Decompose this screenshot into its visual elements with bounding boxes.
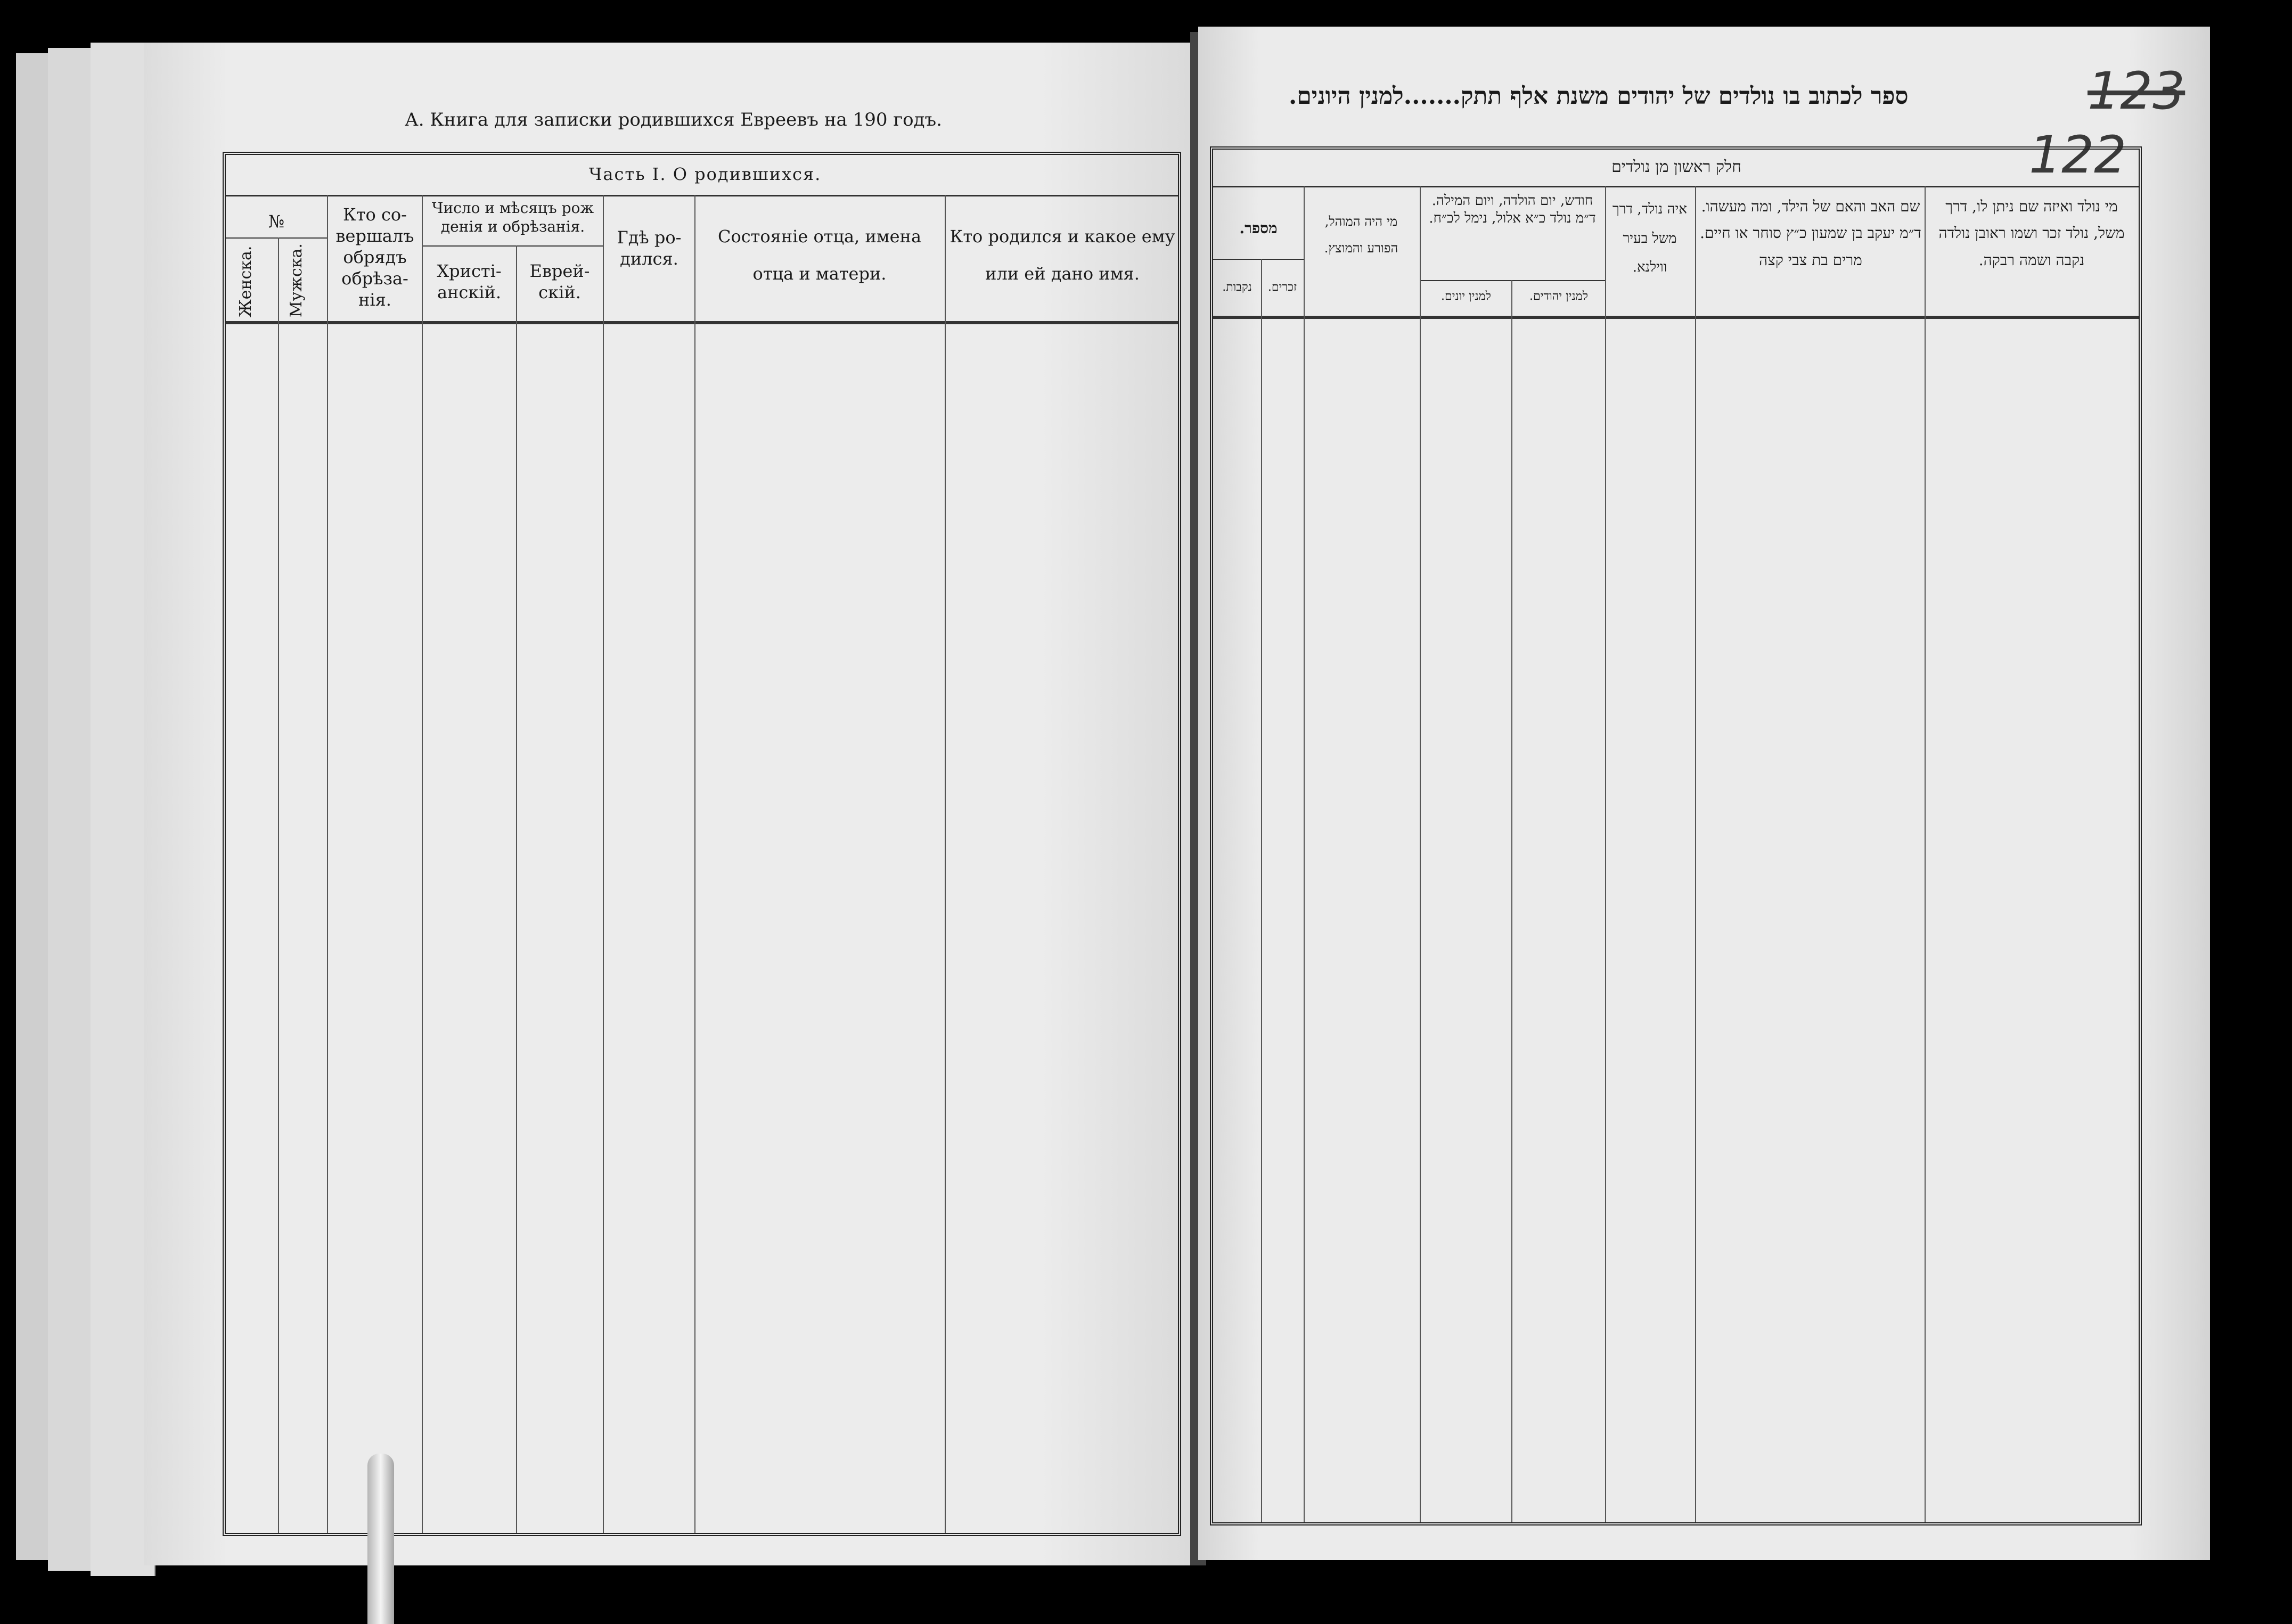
col-female: Женска. xyxy=(236,245,255,317)
left-page xyxy=(144,43,1198,1565)
col-date-greek: למנין יונים. xyxy=(1441,290,1491,303)
col-date-header: חודש, יום הולדה, ויום המילה. ד״מ נולד כ״א אלול, נימל לכ״ח. xyxy=(1429,193,1596,226)
col-who-born: מי נולד ואיזה שם ניתן לו, דרך משל, נולד זכר ושמו ראובן נולדה נקבה ושמה רבקה. xyxy=(1938,198,2125,269)
right-register-table xyxy=(1210,146,2142,1525)
page-number: 122 xyxy=(2029,125,2127,185)
col-females: נקבות. xyxy=(1222,281,1252,294)
page-number-crossed: 123 xyxy=(2088,61,2185,121)
left-register-table xyxy=(223,152,1181,1536)
left-section-title: Часть I. О родившихся. xyxy=(588,164,822,184)
col-jewish: Еврей-скій. xyxy=(529,261,590,302)
right-page xyxy=(1198,27,2210,1560)
col-number-header: מספר. xyxy=(1239,219,1278,237)
col-parents: Состояніе отца, имена отца и матери. xyxy=(717,226,922,284)
col-parents: שם האב והאם של הילד, ומה מעשהו. ד״מ יעקב בן שמעון כ״ץ סוחר או חיים. מרים בת צבי קצה xyxy=(1700,198,1921,269)
col-date-header: Число и мѣсяцъ рож денія и обрѣзанія. xyxy=(431,199,594,235)
col-number: № xyxy=(268,211,285,232)
col-place: Гдѣ ро-дился. xyxy=(617,227,682,269)
col-mohel: מי היה המוהל, הפורע והמוצץ. xyxy=(1324,214,1398,256)
right-section-title: חלק ראשון מן נולדים xyxy=(1611,158,1741,176)
col-place: איה נולד, דרך משל בעיר ווילנא. xyxy=(1612,201,1687,276)
right-page-title: ספר לכתוב בו נולדים של יהודים משנת אלף תתק.......למנין היונים. xyxy=(1289,83,1909,110)
col-child: Кто родился и какое ему или ей дано имя. xyxy=(949,226,1175,284)
col-christian: Христі-анскій. xyxy=(437,261,502,302)
col-males: זכרים. xyxy=(1267,281,1297,294)
col-date-jewish: למנין יהודים. xyxy=(1529,290,1588,303)
left-page-title: А. Книга для записки родившихся Евреевъ на 190 годъ. xyxy=(405,109,942,130)
col-performed: Кто со-вершалъ обрядъ обрѣза-нія. xyxy=(335,204,414,310)
pen xyxy=(367,1454,394,1624)
col-male: Мужска. xyxy=(287,243,306,317)
